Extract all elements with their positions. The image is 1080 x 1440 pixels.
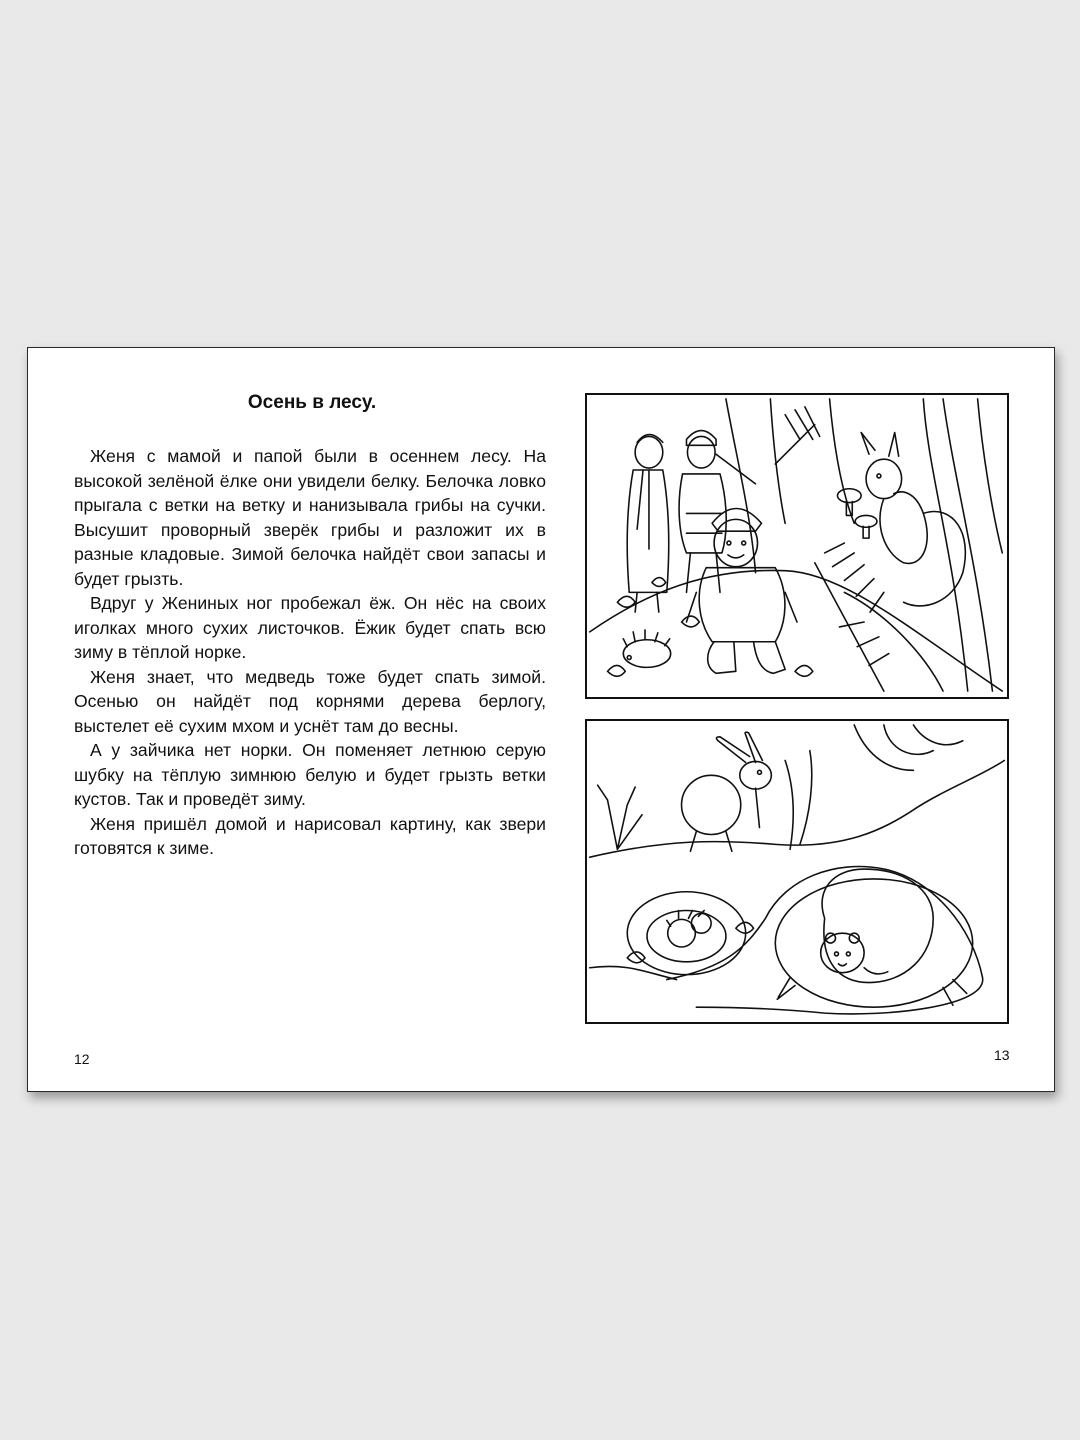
winter-illustration [585,719,1009,1024]
story-paragraph: Вдруг у Жениных ног пробежал ёж. Он нёс на своих иголках много сухих листочков. Ёжик будет спать всю зиму в тёплой норке. [74,593,546,662]
story-paragraph: Женя с мамой и папой были в осеннем лесу. На высокой зелёной ёлке они увидели белку. Белочка ловко прыгала с ветки на ветку и нанизывала грибы на сучки. Высушит проворный зверёк грибы и разложит их в разные кладовые. Зимой белочка найдёт свои запасы и будет грызть. [74,446,546,589]
page-number-right: 13 [994,1047,1010,1063]
story-paragraph: Женя пришёл домой и нарисовал картину, как звери готовятся к зиме. [74,813,546,858]
forest-scene-drawing [587,395,1007,697]
story-paragraph: Женя знает, что медведь тоже будет спать зимой. Осенью он найдёт под корнями дерева берлогу, выстелет её сухим мхом и уснёт там до весны. [74,666,546,736]
book-spread [27,347,1055,1092]
winter-scene-drawing [587,721,1007,1022]
page-number-left: 12 [74,1051,90,1067]
forest-illustration [585,393,1009,699]
story-text [74,444,546,861]
story-paragraph: А у зайчика нет норки. Он поменяет летнюю серую шубку на тёплую зимнюю белую и будет грызть ветки кустов. Так и проведёт зиму. [74,740,546,809]
story-title: Осень в лесу. [247,392,377,413]
